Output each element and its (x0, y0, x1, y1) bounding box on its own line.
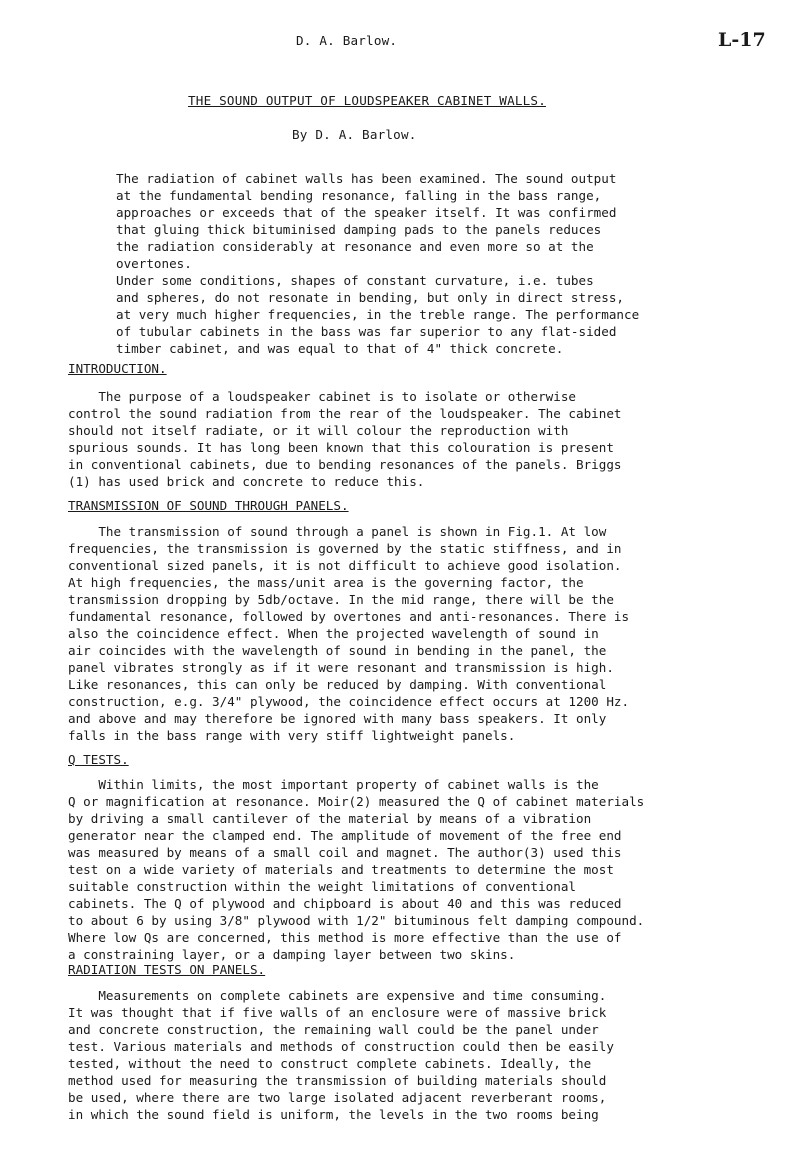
byline: By D. A. Barlow. (292, 127, 417, 142)
section-text-radiation: Measurements on complete cabinets are expensive and time consuming. It was thought that if five walls of an enclosure were of massive brick and concrete construction, the remaining wall could be the panel under test. Various materials and methods of construction could then be easily tested, without the need to construct complete cabinets. Ideally, the method used for measuring the transmission of building materials should be used, where there are two large isolated adjacent reverberant rooms, in which the sound field is uniform, the levels in the two rooms being (68, 988, 614, 1122)
page-number: L-17 (718, 29, 766, 51)
paper-title: THE SOUND OUTPUT OF LOUDSPEAKER CABINET WALLS. (188, 93, 546, 108)
section-heading-q-tests: Q TESTS. (68, 752, 129, 767)
section-text-transmission: The transmission of sound through a panel is shown in Fig.1. At low frequencies, the transmission is governed by the static stiffness, and in conventional sized panels, it is not difficult to achieve good isolation. At high frequencies, the mass/unit area is the governing factor, the transmission dropping by 5db/octave. In the mid range, there will be the fundamental resonance, followed by overtones and anti-resonances. There is also the coincidence effect. When the projected wavelength of sound in air coincides with the wavelength of sound in bending in the panel, the panel vibrates strongly as if it were resonant and transmission is high. Like resonances, this can only be reduced by damping. With conventional construction, e.g. 3/4" plywood, the coincidence effect occurs at 1200 Hz. and above and may therefore be ignored with many bass speakers. It only falls in the bass range with very stiff lightweight panels. (68, 524, 630, 743)
section-heading-transmission: TRANSMISSION OF SOUND THROUGH PANELS. (68, 498, 349, 513)
section-text-introduction: The purpose of a loudspeaker cabinet is to isolate or otherwise control the sound radiation from the rear of the loudspeaker. The cabinet should not itself radiate, or it will colour the reproduction with spurious sounds. It has long been known that this colouration is present in conventional cabinets, due to bending resonances of the panels. Briggs (1) has used brick and concrete to reduce this. (68, 389, 622, 489)
section-heading-radiation: RADIATION TESTS ON PANELS. (68, 962, 266, 977)
section-heading-introduction: INTRODUCTION. (68, 361, 167, 376)
abstract: The radiation of cabinet walls has been examined. The sound output at the fundamental bending resonance, falling in the bass range, approaches or exceeds that of the speaker itself. It was confirmed that gluing thick bituminised damping pads to the panels reduces the radiation considerably at resonance and even more so at the overtones. Under some conditions, shapes of constant curvature, i.e. tubes and spheres, do not resonate in bending, but only in direct stress, at very much higher frequencies, in the treble range. The performance of tubular cabinets in the bass was far superior to any flat-sided timber cabinet, and was equal to that of 4" thick concrete. (116, 171, 640, 356)
header-author: D. A. Barlow. (296, 33, 398, 48)
section-text-q-tests: Within limits, the most important property of cabinet walls is the Q or magnification at resonance. Moir(2) measured the Q of cabinet materials by driving a small cantilever of the material by means of a vibration generator near the clamped end. The amplitude of movement of the free end was measured by means of a small coil and magnet. The author(3) used this test on a wide variety of materials and treatments to determine the most suitable construction within the weight limitations of conventional cabinets. The Q of plywood and chipboard is about 40 and this was reduced to about 6 by using 3/8" plywood with 1/2" bituminous felt damping compound. Where low Qs are concerned, this method is more effective than the use of a constraining layer, or a damping layer between two skins. (68, 777, 645, 962)
